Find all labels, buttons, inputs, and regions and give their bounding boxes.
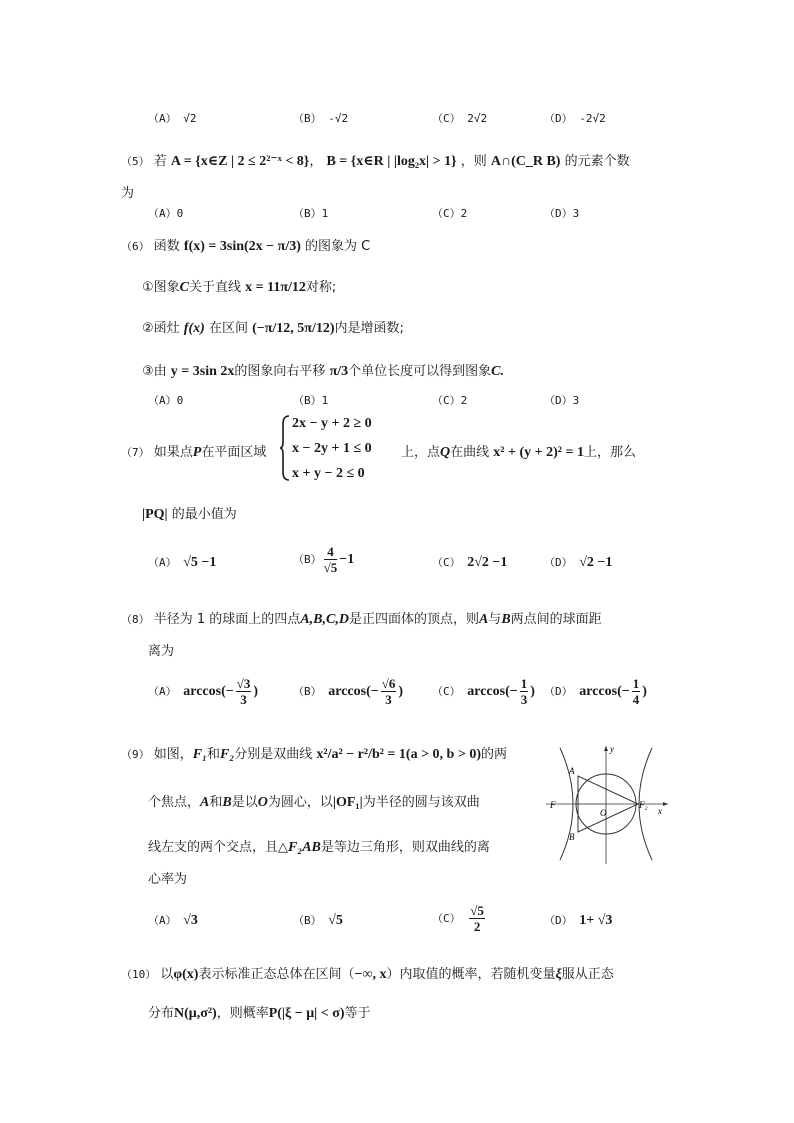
q5-option-a: （A）0	[148, 207, 184, 220]
q6-option-a: （A）0	[148, 394, 184, 407]
q5-set-a: A = {x∈Z | 2 ≤ 2²⁻ˣ < 8}	[170, 154, 310, 169]
q8-stem: （8） 半径为 1 的球面上的四点A,B,C,D是正四面体的顶点，则A与B两点间的球面距	[121, 612, 602, 627]
q9-option-a: （A） √3	[148, 913, 198, 928]
q8-option-b: （B） arccos(− $\frac{√6}{3}$ )	[293, 676, 404, 707]
q7-inequality-3: x + y − 2 ≤ 0	[292, 466, 365, 481]
q6-option-c: （C）2	[432, 394, 468, 407]
q4-option-c: （C） 2√2	[432, 112, 488, 125]
q5-option-b: （B）1	[293, 207, 329, 220]
q9-stem: （9） 如图，F₁和F₂分别是双曲线 x²/a² − r²/b² = 1(a > 0, b > 0)的两	[121, 747, 507, 762]
q5-option-c: （C）2	[432, 207, 468, 220]
q6-statement-3: ③由 y = 3sin 2x的图象向右平移 π/3个单位长度可以得到图象C.	[142, 364, 504, 379]
q7-option-a: （A） √5 −1	[148, 555, 217, 570]
q7-option-b: （B） $\frac{4}{√5}$ −1	[293, 544, 355, 575]
q9-figure	[540, 742, 672, 868]
q5-expression: A∩(C_R B)	[490, 154, 561, 169]
q6-stem: （6） 函数 f(x) = 3sin(2x − π/3) 的图象为 C	[121, 239, 371, 254]
q9-line-2: 个焦点，A和B是以O为圆心，以|OF₁|为半径的圆与该双曲	[148, 795, 480, 810]
q6-function: f(x) = 3sin(2x − π/3)	[183, 239, 301, 254]
svg-text:F: F	[550, 800, 556, 810]
svg-text:O: O	[600, 808, 607, 818]
q5-stem: （5） 若 A = {x∈Z | 2 ≤ 2²⁻ˣ < 8}， B = {x∈R | |log₂x| > 1} ，则 A∩(C_R B) 的元素个数	[121, 154, 630, 169]
q6-option-d: （D）3	[544, 394, 580, 407]
q7-inequality-2: x − 2y + 1 ≤ 0	[292, 441, 372, 456]
q7-stem-cont: |PQ| 的最小值为	[142, 507, 237, 522]
q7-option-c: （C） 2√2 −1	[432, 555, 508, 570]
q9-option-c: （C） $\frac{√5}{2}$	[432, 903, 484, 934]
q6-statement-2: ②函灶 f(x) 在区间 (−π/12, 5π/12)内是增函数;	[142, 321, 404, 336]
q8-option-a: （A） arccos(− $\frac{√3}{3}$ )	[148, 676, 259, 707]
q7-stem-left: （7） 如果点P在平面区域	[121, 445, 267, 460]
q4-option-d: （D） -2√2	[544, 112, 606, 125]
q7-stem-right: 上，点Q在曲线 x² + (y + 2)² = 1上，那么	[401, 445, 636, 460]
svg-text:A: A	[569, 766, 575, 776]
q5-option-d: （D）3	[544, 207, 580, 220]
q8-option-d: （D） arccos(− $\frac{1}{4}$ )	[544, 676, 647, 707]
q4-option-b: （B） -√2	[293, 112, 349, 125]
q5-stem-cont: 为	[121, 186, 135, 201]
q4-option-a: （A） √2	[148, 112, 197, 125]
q10-stem: （10） 以φ(x)表示标准正态总体在区间（−∞, x）内取值的概率，若随机变量ξ服从正态	[121, 967, 614, 982]
x-axis-arrow-icon	[663, 802, 668, 806]
q7-inequality-1: 2x − y + 2 ≥ 0	[292, 416, 372, 431]
svg-text:x: x	[658, 806, 662, 816]
q5-set-b: B = {x∈R | |log₂x| > 1}	[326, 154, 457, 169]
q8-stem-cont: 离为	[148, 644, 175, 659]
svg-text:F₂: F₂	[639, 800, 648, 810]
q9-option-d: （D） 1+ √3	[544, 913, 613, 928]
q6-statement-1: ①图象C关于直线 x = 11π/12对称;	[142, 280, 337, 295]
q7-option-d: （D） √2 −1	[544, 555, 613, 570]
q9-option-b: （B） √5	[293, 913, 343, 928]
q9-line-4: 心率为	[148, 872, 188, 887]
q6-option-b: （B）1	[293, 394, 329, 407]
q9-hyperbola-equation: x²/a² − r²/b² = 1(a > 0, b > 0)	[316, 747, 481, 762]
q7-brace-icon	[279, 414, 291, 482]
svg-text:y: y	[610, 744, 614, 754]
y-axis-arrow-icon	[604, 746, 608, 751]
q7-curve: x² + (y + 2)² = 1	[493, 445, 584, 460]
svg-text:B: B	[569, 832, 575, 842]
q8-option-c: （C） arccos(− $\frac{1}{3}$ )	[432, 676, 535, 707]
q10-line-2: 分布N(μ,σ²)，则概率P(|ξ − μ| < σ)等于	[148, 1006, 371, 1021]
q9-line-3: 线左支的两个交点，且△F₂AB是等边三角形，则双曲线的离	[148, 840, 490, 855]
